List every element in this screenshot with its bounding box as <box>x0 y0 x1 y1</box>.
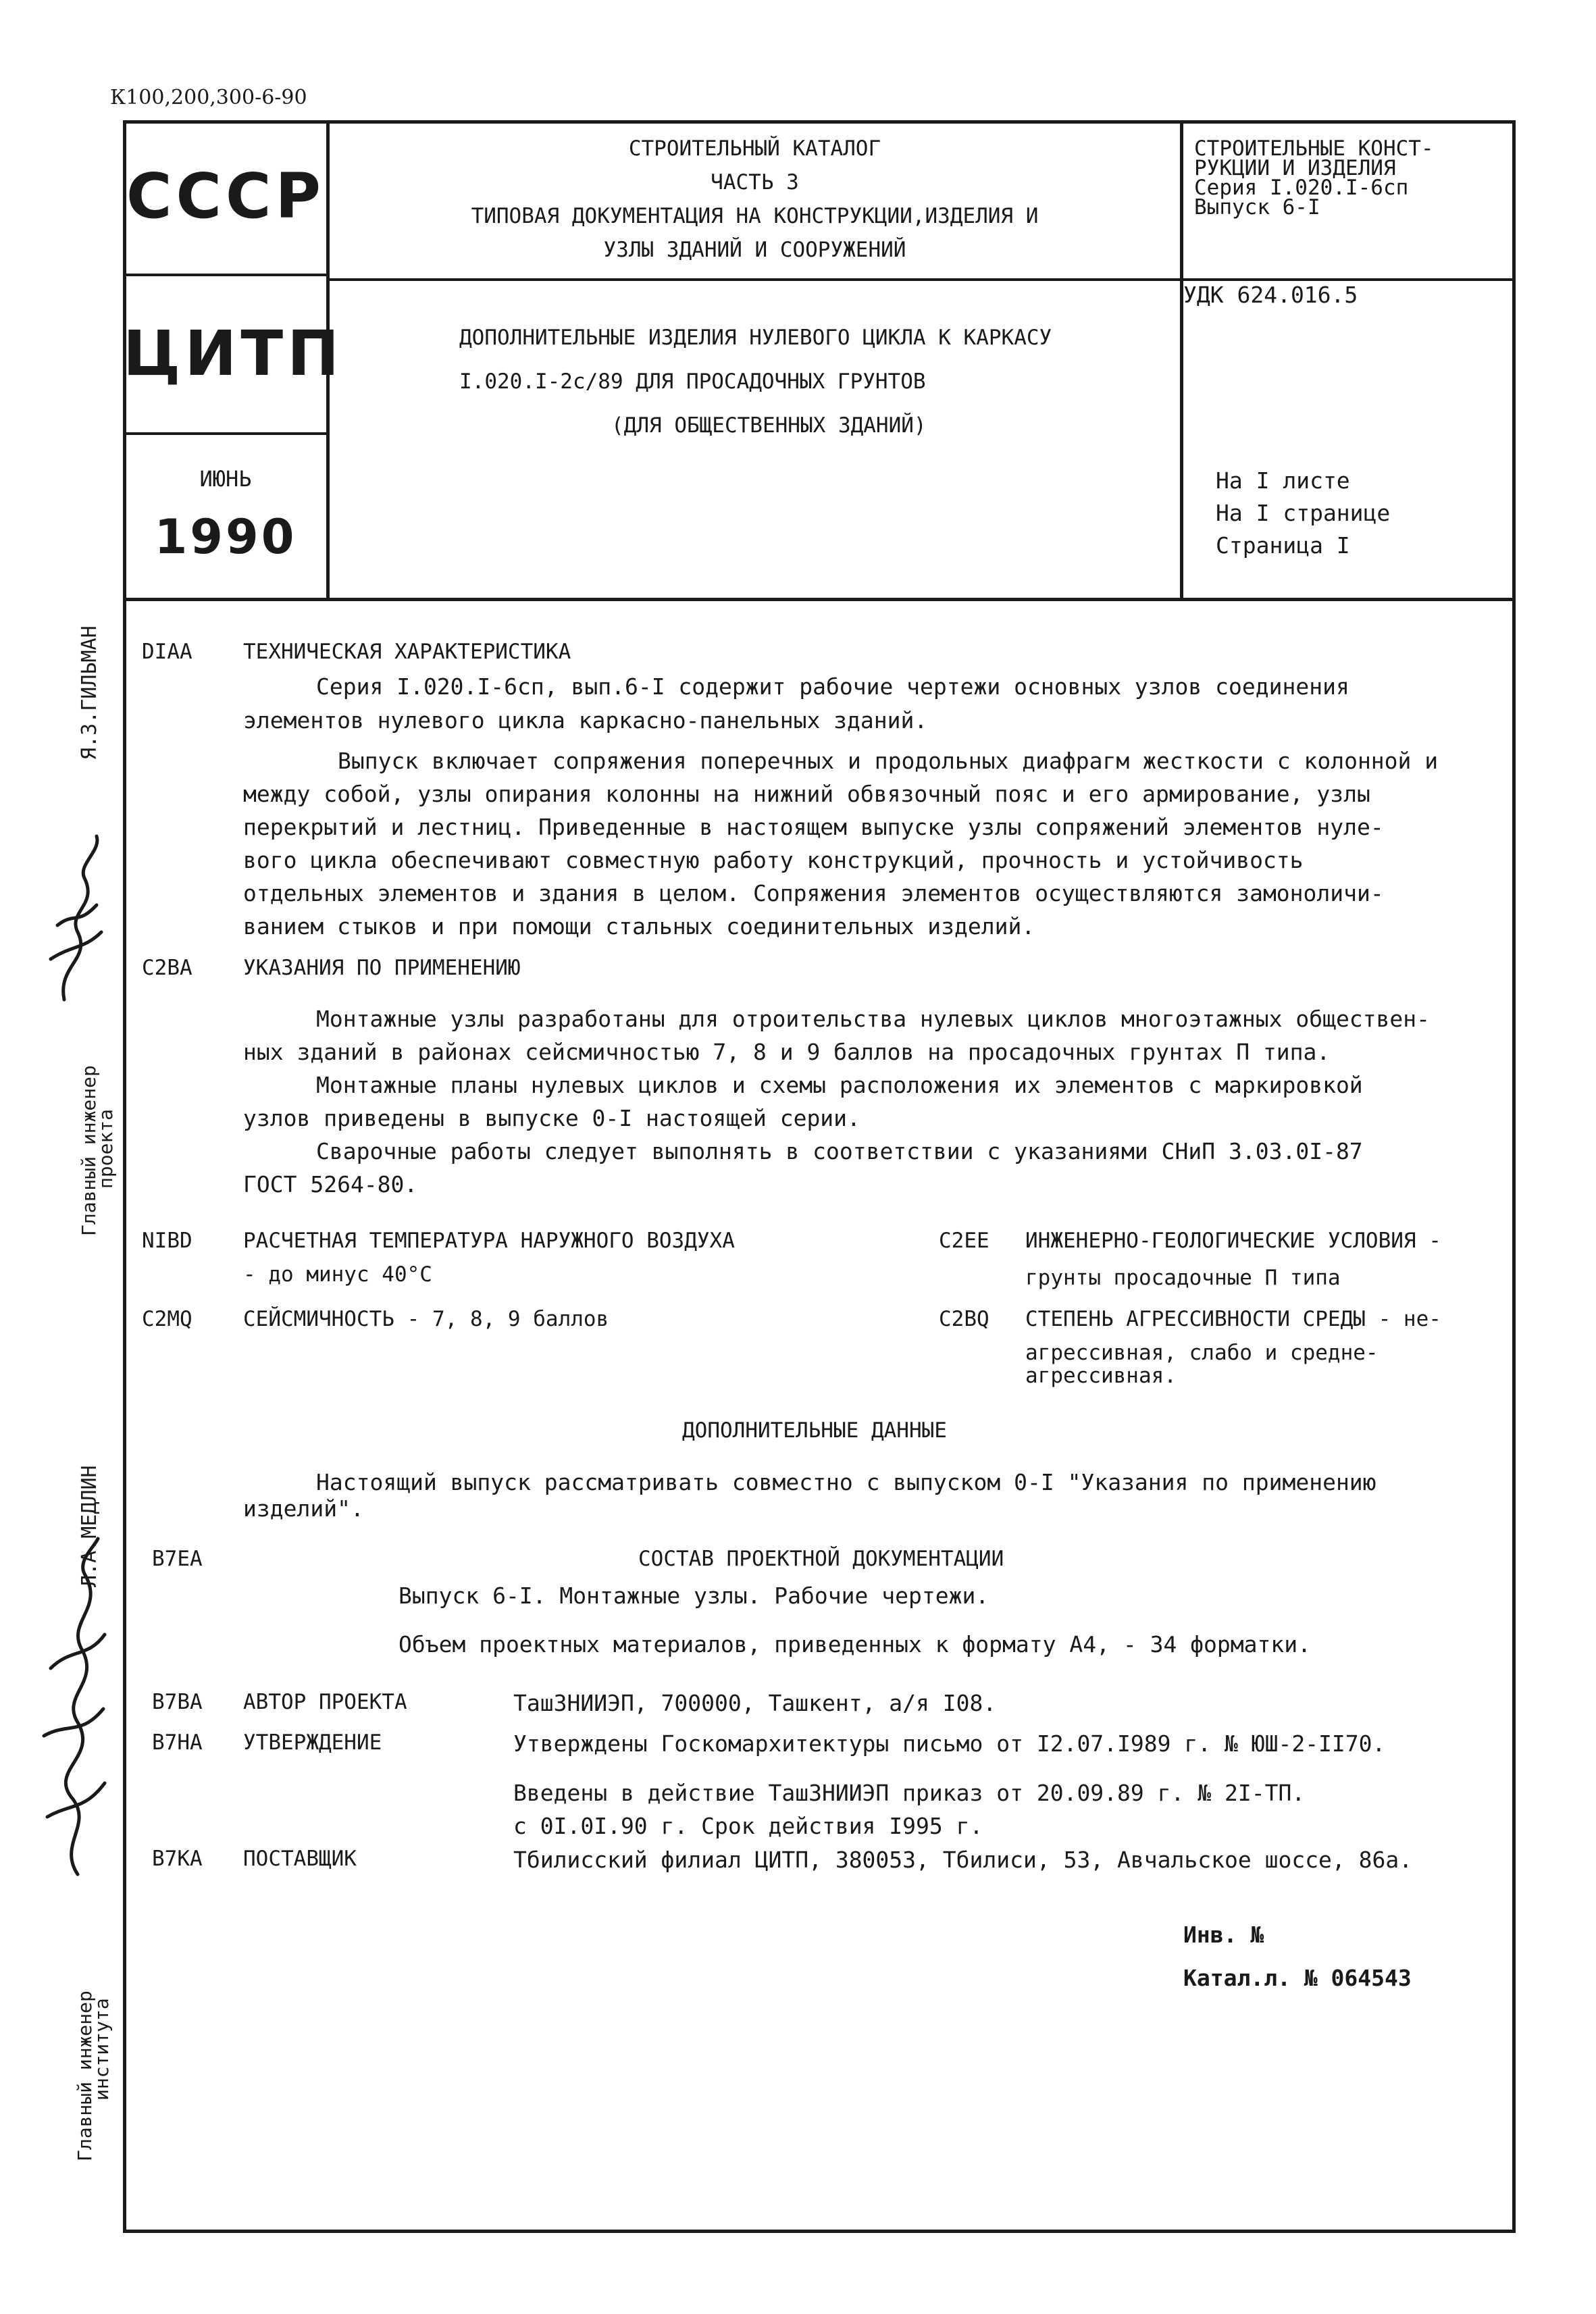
catalog-line-3: ТИПОВАЯ ДОКУМЕНТАЦИЯ НА КОНСТРУКЦИИ,ИЗДЕЛИЯ И <box>471 204 1039 228</box>
usage-code: C2BA <box>142 956 192 980</box>
approval-code: B7HA <box>152 1730 203 1755</box>
sheet-line-3: Страница I <box>1216 532 1350 559</box>
side-name-medlin: Л.А.МЕДЛИН <box>78 1465 101 1587</box>
supplier-label: ПОСТАВЩИК <box>243 1847 357 1871</box>
side-role-1-line-1: Главный инженер <box>78 1065 100 1236</box>
approval-line-2: Введены в действие ТашЗНИИЭП приказ от 20.09.89 г. № 2I-ТП. <box>513 1780 1306 1806</box>
aggr-line-3: агрессивная. <box>1025 1364 1177 1388</box>
usage-line-3: Монтажные планы нулевых циклов и схемы расположения их элементов с маркировкой <box>316 1072 1363 1098</box>
temp-line-1: РАСЧЕТНАЯ ТЕМПЕРАТУРА НАРУЖНОГО ВОЗДУХА <box>243 1229 735 1253</box>
usage-line-1: Монтажные узлы разработаны для отроительства нулевых циклов многоэтажных обществен- <box>316 1006 1431 1032</box>
approval-label: УТВЕРЖДЕНИЕ <box>243 1730 382 1755</box>
aggr-code: C2BQ <box>939 1307 989 1331</box>
seis-code: C2MQ <box>142 1307 192 1331</box>
seis-line: СЕЙСМИЧНОСТЬ - 7, 8, 9 баллов <box>243 1307 609 1331</box>
tech-code: DIAA <box>142 640 192 664</box>
tech-line-2: элементов нулевого цикла каркасно-панельных зданий. <box>243 707 928 734</box>
tech-title: ТЕХНИЧЕСКАЯ ХАРАКТЕРИСТИКА <box>243 640 571 664</box>
temp-code: NIBD <box>142 1229 192 1253</box>
signature-gilman <box>37 831 111 1013</box>
extra-line-1: Настоящий выпуск рассматривать совместно с выпуском 0-I "Указания по применению <box>316 1469 1376 1495</box>
right-row-1 <box>1180 278 1516 281</box>
usage-title: УКАЗАНИЯ ПО ПРИМЕНЕНИЮ <box>243 956 521 980</box>
frame-left <box>123 120 126 2233</box>
temp-line-2: - до минус 40°С <box>243 1262 432 1287</box>
month-label: ИЮНЬ <box>199 466 252 492</box>
title-line-2: I.020.I-2с/89 ДЛЯ ПРОСАДОЧНЫХ ГРУНТОВ <box>459 369 926 394</box>
geo-code: C2EE <box>939 1229 989 1253</box>
tech-line-5: перекрытий и лестниц. Приведенные в настоящем выпуске узлы сопряжений элементов нуле- <box>243 814 1384 840</box>
sheet-line-2: На I странице <box>1216 500 1391 526</box>
frame-right <box>1512 120 1516 2233</box>
series-line-2: РУКЦИИ И ИЗДЕЛИЯ <box>1194 156 1396 180</box>
usage-line-5: Сварочные работы следует выполнять в соответствии с указаниями СНиП 3.03.0I-87 <box>316 1138 1363 1164</box>
udk-label: УДК 624.016.5 <box>1183 282 1358 308</box>
extra-line-2: изделий". <box>243 1495 364 1522</box>
aggr-line-1: СТЕПЕНЬ АГРЕССИВНОСТИ СРЕДЫ - не- <box>1025 1307 1441 1331</box>
tech-line-3: Выпуск включает сопряжения поперечных и продольных диафрагм жесткости с колонной и <box>338 748 1439 774</box>
ussr-label: СССР <box>126 160 325 232</box>
sheet-line-1: На I листе <box>1216 467 1350 494</box>
docs-code: B7EA <box>152 1547 203 1571</box>
catalog-line-2: ЧАСТЬ 3 <box>711 170 799 195</box>
tech-line-6: вого цикла обеспечивают совместную работу конструкций, прочность и устойчивость <box>243 847 1304 873</box>
left-row-2 <box>123 432 328 435</box>
approval-line-3: с 0I.0I.90 г. Срок действия I995 г. <box>513 1813 983 1839</box>
supplier-code: B7KA <box>152 1847 203 1871</box>
approval-line-1: Утверждены Госкомархитектуры письмо от I2.07.I989 г. № ЮШ-2-II70. <box>513 1730 1386 1757</box>
tech-line-1: Серия I.020.I-6сп, вып.6-I содержит рабочие чертежи основных узлов соединения <box>316 673 1349 700</box>
catalog-sheet-number: Катал.л. № 064543 <box>1183 1965 1412 1991</box>
header-col-2 <box>1180 120 1183 601</box>
title-line-1: ДОПОЛНИТЕЛЬНЫЕ ИЗДЕЛИЯ НУЛЕВОГО ЦИКЛА К КАРКАСУ <box>459 326 1052 350</box>
side-role-2-line-2: института <box>91 1998 113 2101</box>
author-value: ТашЗНИИЭП, 700000, Ташкент, а/я I08. <box>513 1690 997 1716</box>
side-role-1-line-2: проекта <box>95 1108 117 1189</box>
author-label: АВТОР ПРОЕКТА <box>243 1690 407 1714</box>
inventory-number: Инв. № <box>1183 1922 1264 1948</box>
usage-line-6: ГОСТ 5264-80. <box>243 1171 418 1198</box>
citp-label: ЦИТП <box>123 317 344 390</box>
tech-line-8: ванием стыков и при помощи стальных соединительных изделий. <box>243 913 1035 940</box>
side-role-2-line-1: Главный инженер <box>74 1990 96 2161</box>
docs-title: СОСТАВ ПРОЕКТНОЙ ДОКУМЕНТАЦИИ <box>638 1547 1004 1571</box>
frame-top <box>123 120 1516 124</box>
mid-row-1 <box>326 278 1183 281</box>
series-line-4: Выпуск 6-I <box>1194 195 1320 220</box>
tech-line-4: между собой, узлы опирания колонны на нижний обвязочный пояс и его армирование, узлы <box>243 781 1370 807</box>
series-line-3: Серия I.020.I-6сп <box>1194 176 1409 200</box>
author-code: B7BA <box>152 1690 203 1714</box>
header-divider <box>123 598 1516 601</box>
catalog-line-4: УЗЛЫ ЗДАНИЙ И СООРУЖЕНИЙ <box>603 238 906 262</box>
geo-line-2: грунты просадочные П типа <box>1025 1266 1341 1290</box>
catalog-code: К100,200,300-6-90 <box>110 86 307 109</box>
year-label: 1990 <box>154 509 297 565</box>
usage-line-4: узлов приведены в выпуске 0-I настоящей серии. <box>243 1105 860 1131</box>
usage-line-2: ных зданий в районах сейсмичностью 7, 8 и 9 баллов на просадочных грунтах П типа. <box>243 1039 1331 1065</box>
frame-bottom <box>123 2230 1516 2233</box>
side-name-gilman: Я.З.ГИЛЬМАН <box>78 625 101 760</box>
left-row-1 <box>123 274 328 276</box>
docs-line-1: Выпуск 6-I. Монтажные узлы. Рабочие чертежи. <box>398 1583 989 1609</box>
series-line-1: СТРОИТЕЛЬНЫЕ КОНСТ- <box>1194 136 1434 161</box>
title-line-3: (ДЛЯ ОБЩЕСТВЕННЫХ ЗДАНИЙ) <box>611 413 927 438</box>
docs-line-2: Объем проектных материалов, приведенных к формату А4, - 34 форматки. <box>398 1631 1312 1657</box>
supplier-value: Тбилисский филиал ЦИТП, 380053, Тбилиси, 53, Авчальское шоссе, 86а. <box>513 1847 1413 1873</box>
extra-title: ДОПОЛНИТЕЛЬНЫЕ ДАННЫЕ <box>682 1418 947 1443</box>
signature-medlin <box>30 1533 118 1884</box>
tech-line-7: отдельных элементов и здания в целом. Сопряжения элементов осуществляются замоноличи- <box>243 880 1384 906</box>
aggr-line-2: агрессивная, слабо и средне- <box>1025 1341 1379 1365</box>
catalog-line-1: СТРОИТЕЛЬНЫЙ КАТАЛОГ <box>628 136 881 161</box>
geo-line-1: ИНЖЕНЕРНО-ГЕОЛОГИЧЕСКИЕ УСЛОВИЯ - <box>1025 1229 1441 1253</box>
